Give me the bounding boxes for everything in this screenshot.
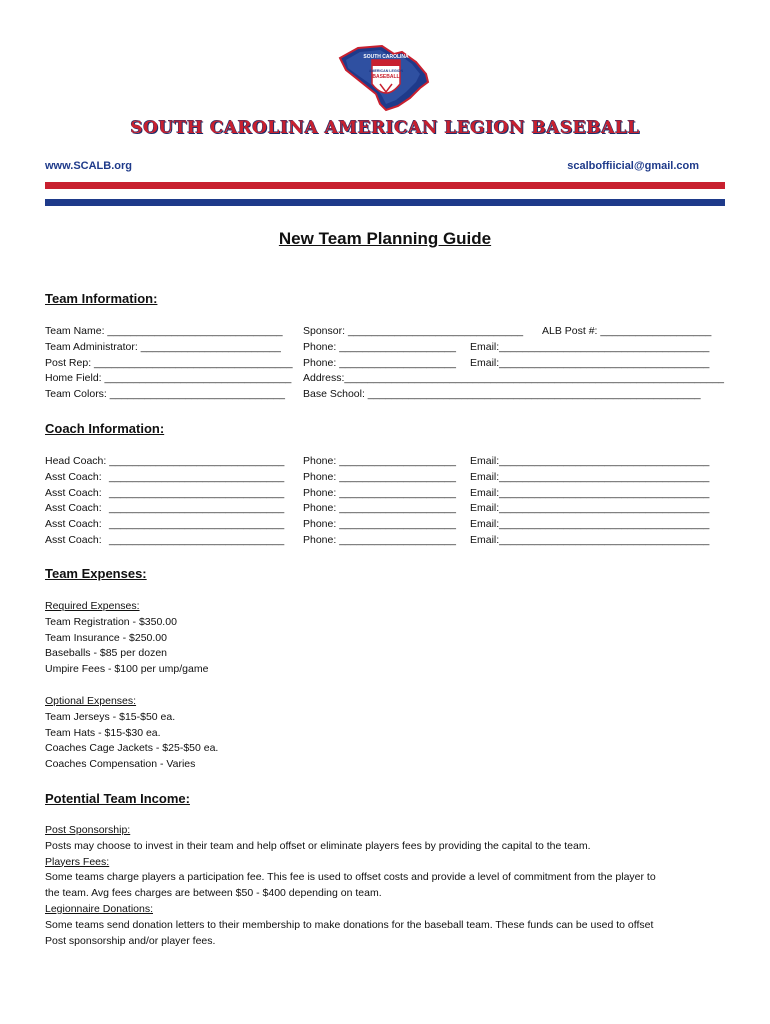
- expense-item: Umpire Fees - $100 per ump/game: [45, 663, 209, 676]
- optional-expenses-label: Optional Expenses:: [45, 695, 137, 707]
- base-school-field[interactable]: Base School: _________________________________________________________: [303, 388, 701, 401]
- asst-coach-email-field[interactable]: Email:____________________________________: [470, 502, 710, 515]
- alb-post-field[interactable]: ALB Post #: ___________________: [542, 325, 712, 337]
- header-blue-rule: [45, 199, 725, 206]
- legionnaire-donations-label: Legionnaire Donations:: [45, 902, 153, 915]
- asst-coach-phone-field[interactable]: Phone: ____________________: [303, 533, 456, 546]
- optional-expenses: [45, 694, 218, 773]
- asst-coach-email-field[interactable]: Email:____________________________________: [470, 518, 710, 531]
- document-title: New Team Planning Guide: [278, 229, 492, 248]
- asst-coach-phone-field[interactable]: Phone: ____________________: [303, 518, 456, 531]
- logo-line2: AMERICAN LEGION: [368, 69, 404, 73]
- sponsor-field[interactable]: Sponsor: ______________________________: [303, 325, 524, 337]
- asst-coach-label: Asst Coach:: [45, 518, 102, 531]
- expense-item: Coaches Compensation - Varies: [45, 758, 196, 771]
- expense-item: Team Jerseys - $15-$50 ea.: [45, 710, 176, 723]
- head-coach-field[interactable]: Head Coach: ______________________________: [45, 455, 285, 467]
- asst-coach-label: Asst Coach:: [45, 486, 102, 499]
- logo-line3: BASEBALL: [372, 74, 400, 80]
- home-field-field[interactable]: Home Field: ________________________________: [45, 372, 292, 385]
- income-sources: [45, 823, 656, 949]
- expense-item: Coaches Cage Jackets - $25-$50 ea.: [45, 742, 219, 755]
- potential-income-heading: Potential Team Income:: [45, 791, 190, 806]
- team-expenses-heading: Team Expenses:: [45, 566, 147, 581]
- asst-coach-email-field[interactable]: Email:____________________________________: [470, 486, 710, 499]
- head-coach-phone-field[interactable]: Phone: ____________________: [303, 455, 456, 467]
- expense-item: Team Registration - $350.00: [45, 615, 177, 628]
- asst-coach-email-field[interactable]: Email:____________________________________: [470, 470, 710, 483]
- asst-coach-name-field[interactable]: ______________________________: [109, 502, 285, 515]
- organization-title: SOUTH CAROLINA AMERICAN LEGION BASEBALL: [130, 118, 640, 138]
- legionnaire-donations-text-line: Some teams send donation letters to their membership to make donations for the baseball team. These funds can be used to offset: [45, 918, 654, 931]
- players-fees-text-line: the team. Avg fees charges are between $50 - $400 depending on team.: [45, 887, 382, 900]
- team-name-field[interactable]: Team Name: ______________________________: [45, 325, 283, 337]
- coach-info-heading: Coach Information:: [45, 421, 165, 436]
- legionnaire-donations-text-line: Post sponsorship and/or player fees.: [45, 934, 216, 947]
- contact-email-link[interactable]: scalboffiicial@gmail.com: [567, 160, 699, 172]
- required-expenses: [45, 599, 208, 678]
- team-admin-email-field[interactable]: Email:____________________________________: [470, 340, 710, 353]
- asst-coach-name-field[interactable]: ______________________________: [109, 486, 285, 499]
- asst-coach-phone-field[interactable]: Phone: ____________________: [303, 486, 456, 499]
- expense-item: Baseballs - $85 per dozen: [45, 647, 167, 660]
- asst-coach-name-field[interactable]: ______________________________: [109, 533, 285, 546]
- asst-coach-label: Asst Coach:: [45, 502, 102, 515]
- asst-coach-label: Asst Coach:: [45, 470, 102, 483]
- post-sponsorship-text: Posts may choose to invest in their team and help offset or eliminate players fees by providing the capital to the team.: [45, 839, 591, 852]
- asst-coach-phone-field[interactable]: Phone: ____________________: [303, 502, 456, 515]
- required-expenses-label: Required Expenses:: [45, 600, 140, 612]
- post-rep-field[interactable]: Post Rep: __________________________________: [45, 356, 293, 369]
- asst-coach-email-field[interactable]: Email:____________________________________: [470, 533, 710, 546]
- address-field[interactable]: Address:_________________________________________________________________: [303, 372, 725, 385]
- players-fees-text-line: Some teams charge players a participation fee. This fee is used to offset costs and provide a level of commitment from the player to: [45, 871, 656, 884]
- asst-coach-name-field[interactable]: ______________________________: [109, 518, 285, 531]
- post-rep-email-field[interactable]: Email:____________________________________: [470, 356, 710, 369]
- team-colors-field[interactable]: Team Colors: ______________________________: [45, 388, 285, 401]
- post-rep-phone-field[interactable]: Phone: ____________________: [303, 356, 456, 369]
- post-sponsorship-label: Post Sponsorship:: [45, 824, 131, 836]
- website-link[interactable]: www.SCALB.org: [45, 160, 132, 172]
- asst-coach-name-field[interactable]: ______________________________: [109, 470, 285, 483]
- asst-coach-label: Asst Coach:: [45, 533, 102, 546]
- asst-coach-phone-field[interactable]: Phone: ____________________: [303, 470, 456, 483]
- scalb-logo: [336, 44, 436, 114]
- head-coach-email-field[interactable]: Email:____________________________________: [470, 455, 710, 467]
- players-fees-label: Players Fees:: [45, 855, 110, 868]
- expense-item: Team Hats - $15-$30 ea.: [45, 726, 161, 739]
- logo-line1: SOUTH CAROLINA: [363, 54, 409, 60]
- team-admin-phone-field[interactable]: Phone: ____________________: [303, 340, 456, 353]
- header-red-rule: [45, 182, 725, 189]
- team-admin-field[interactable]: Team Administrator: ________________________: [45, 340, 281, 353]
- team-info-heading: Team Information:: [45, 291, 158, 306]
- expense-item: Team Insurance - $250.00: [45, 631, 167, 644]
